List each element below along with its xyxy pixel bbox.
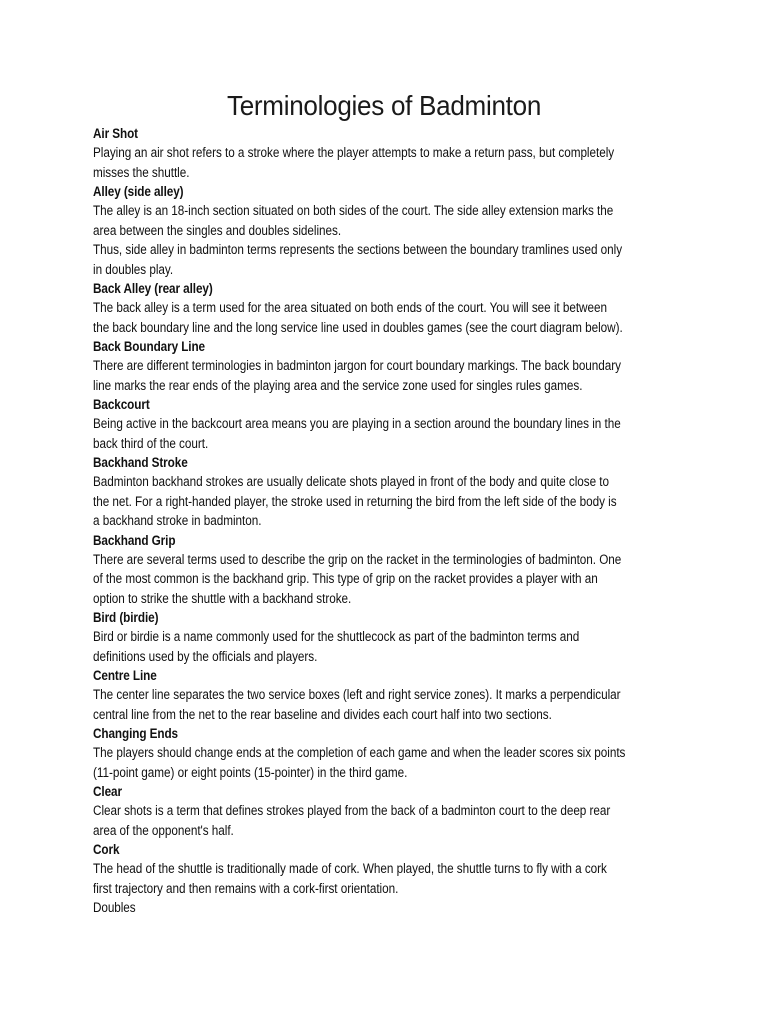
term-heading: Backhand Stroke (93, 455, 188, 470)
definition-line: There are different terminologies in badminton jargon for court boundary markings. The back boundary (93, 358, 621, 373)
definition-line: central line from the net to the rear baseline and divides each court half into two sections. (93, 706, 552, 722)
definition-paragraph (93, 627, 693, 666)
term-heading-trailing: Doubles (93, 900, 136, 915)
definition-paragraph (93, 356, 693, 395)
glossary-entry (93, 666, 693, 724)
definition-line: option to strike the shuttle with a backhand stroke. (93, 590, 352, 606)
definition-line: of the most common is the backhand grip. This type of grip on the racket provides a player with an (93, 571, 598, 586)
definition-line: Playing an air shot refers to a stroke where the player attempts to make a return pass, but completely (93, 145, 615, 160)
definition-line: Being active in the backcourt area means you are playing in a section around the boundary lines in the (93, 416, 621, 431)
definition-paragraph (93, 801, 693, 840)
term-heading: Alley (side alley) (93, 184, 184, 199)
definition-line: definitions used by the officials and players. (93, 648, 318, 664)
term-heading: Back Alley (rear alley) (93, 281, 213, 296)
definition-line: The head of the shuttle is traditionally made of cork. When played, the shuttle turns to fly with a cork (93, 861, 607, 876)
glossary-entry (93, 840, 693, 898)
definition-line: back third of the court. (93, 435, 209, 451)
definition-line: (11-point game) or eight points (15-pointer) in the third game. (93, 764, 408, 780)
term-heading: Air Shot (93, 126, 138, 141)
definition-paragraph (93, 859, 693, 898)
definition-paragraph (93, 472, 693, 531)
definition-line: the net. For a right-handed player, the stroke used in returning the bird from the left side of the body is (93, 493, 617, 509)
glossary-entry (93, 279, 693, 337)
definition-line: Bird or birdie is a name commonly used for the shuttlecock as part of the badminton terms and (93, 629, 580, 644)
term-heading: Changing Ends (93, 726, 179, 741)
definition-line: a backhand stroke in badminton. (93, 513, 262, 528)
glossary-entry (93, 182, 693, 279)
definition-line: Thus, side alley in badminton terms represents the sections between the boundary tramlines used only (93, 242, 623, 257)
definition-line: Clear shots is a term that defines strokes played from the back of a badminton court to the deep rear (93, 803, 611, 818)
definition-line: The alley is an 18-inch section situated on both sides of the court. The side alley extension marks the (93, 203, 614, 218)
definition-line: first trajectory and then remains with a cork-first orientation. (93, 880, 399, 896)
glossary-body (93, 124, 693, 917)
term-heading: Bird (birdie) (93, 610, 159, 625)
definition-paragraph (93, 298, 693, 337)
definition-line: area between the singles and doubles sidelines. (93, 222, 342, 238)
page-title: Terminologies of Badminton (226, 90, 542, 121)
definition-line: The back alley is a term used for the area situated on both ends of the court. You will see it between (93, 300, 607, 315)
glossary-entry (93, 395, 693, 453)
term-heading: Centre Line (93, 668, 157, 683)
definition-paragraph (93, 685, 693, 724)
definition-line: misses the shuttle. (93, 164, 190, 180)
definition-paragraph (93, 201, 693, 240)
definition-line: line marks the rear ends of the playing area and the service zone used for singles rules games. (93, 377, 583, 393)
definition-paragraph (93, 240, 693, 279)
definition-paragraph (93, 143, 693, 182)
glossary-entry (93, 453, 693, 531)
term-heading: Backhand Grip (93, 532, 176, 548)
glossary-entry (93, 531, 693, 609)
term-heading: Backcourt (93, 397, 150, 412)
glossary-entry (93, 724, 693, 782)
definition-line: There are several terms used to describe the grip on the racket in the terminologies of badminton. One (93, 551, 622, 567)
term-heading: Clear (93, 784, 122, 799)
glossary-entry (93, 124, 693, 182)
definition-line: The players should change ends at the completion of each game and when the leader scores six points (93, 745, 626, 760)
definition-paragraph (93, 414, 693, 453)
definition-paragraph (93, 550, 693, 609)
glossary-entry (93, 782, 693, 840)
definition-line: area of the opponent's half. (93, 822, 234, 838)
definition-line: in doubles play. (93, 261, 174, 277)
definition-line: The center line separates the two service boxes (left and right service zones). It marks a perpendicular (93, 687, 621, 702)
glossary-entry (93, 608, 693, 666)
term-heading: Cork (93, 842, 120, 857)
glossary-entry (93, 337, 693, 395)
definition-line: the back boundary line and the long service line used in doubles games (see the court diagram below). (93, 319, 623, 335)
definition-line: Badminton backhand strokes are usually delicate shots played in front of the body and quite close to (93, 474, 610, 489)
definition-paragraph (93, 743, 693, 782)
term-heading: Back Boundary Line (93, 339, 205, 354)
